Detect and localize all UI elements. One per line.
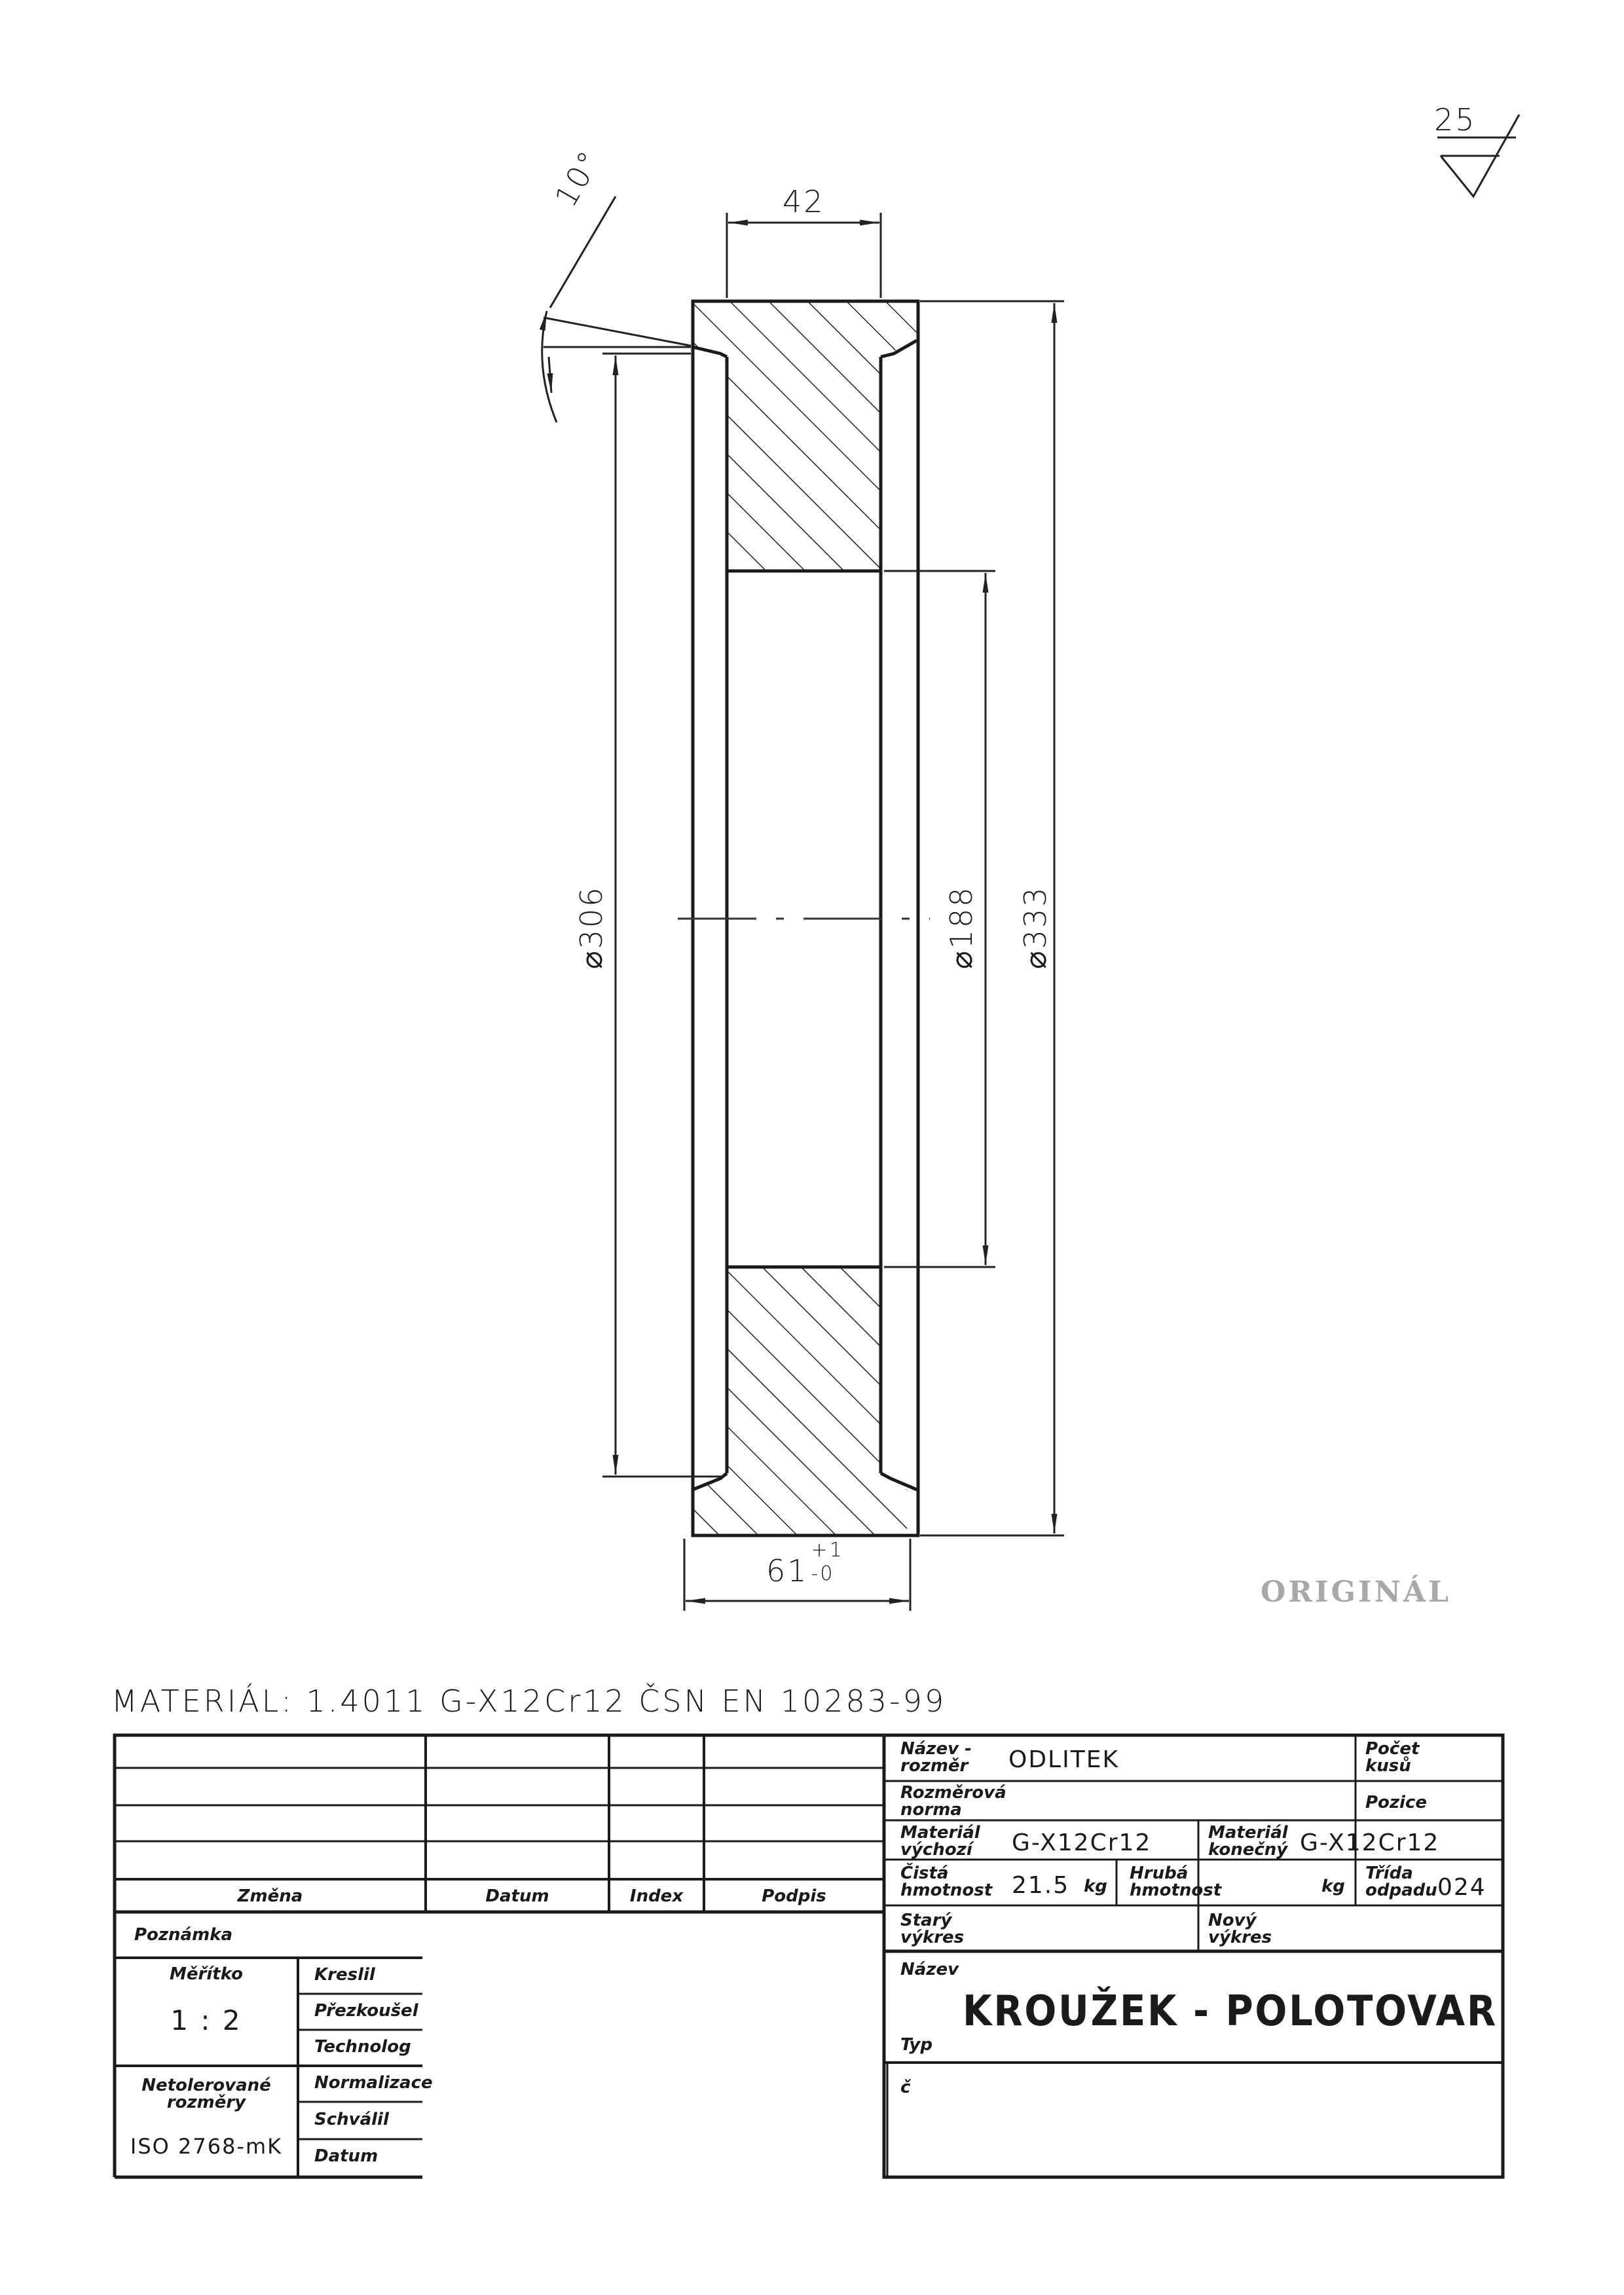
gross-weight-unit: kg — [1321, 1877, 1345, 1896]
number-label: č — [900, 2078, 911, 2097]
dim-188: ⌀188 — [944, 885, 979, 969]
net-weight-value: 21.5 — [1012, 1872, 1070, 1899]
new-drawing-label: Nový výkres — [1208, 1911, 1272, 1947]
name-size-value: ODLITEK — [1008, 1746, 1120, 1773]
untoleranced-value: ISO 2768-mK — [130, 2134, 283, 2159]
material-final-label: Materiál konečný — [1208, 1823, 1288, 1860]
dim-61-tol-lower: -0 — [811, 1562, 835, 1585]
name-label: Název — [900, 1960, 959, 1979]
drawn-by-label: Kreslil — [314, 1965, 375, 1985]
section-hatch-top-left — [694, 301, 727, 354]
signature-label: Podpis — [762, 1886, 826, 1906]
dim-42-lines — [727, 213, 881, 298]
change-label: Změna — [237, 1886, 303, 1906]
gross-weight-label: Hrubá hmotnost — [1130, 1864, 1222, 1900]
dim-306-lines — [602, 354, 724, 1477]
technologist-label: Technolog — [314, 2037, 411, 2057]
surface-finish-value: 25 — [1434, 102, 1477, 138]
material-note: MATERIÁL: 1.4011 G-X12Cr12 ČSN EN 10283-99 — [111, 1683, 947, 1719]
revision-date-label: Datum — [485, 1886, 549, 1906]
left-date-label: Datum — [314, 2146, 378, 2166]
scale-value: 1 : 2 — [170, 2004, 242, 2036]
net-weight-label: Čistá hmotnost — [900, 1864, 993, 1900]
old-drawing-label: Starý výkres — [900, 1911, 965, 1947]
material-initial-label: Materiál výchozí — [900, 1823, 980, 1860]
index-label: Index — [629, 1886, 684, 1906]
angle-dimension: 10° — [547, 143, 608, 213]
name-size-label: Název - rozměr — [900, 1739, 972, 1776]
dim-61: 61 +1 -0 — [766, 1539, 844, 1588]
note-label: Poznámka — [134, 1925, 233, 1945]
waste-class-value: 024 — [1437, 1874, 1486, 1901]
checked-by-label: Přezkoušel — [314, 2001, 418, 2021]
section-hatch-top-right — [881, 301, 917, 357]
scale-label: Měřítko — [170, 1964, 243, 1984]
waste-class-label: Třída odpadu — [1365, 1864, 1437, 1900]
part-title: KROUŽEK - POLOTOVAR — [963, 1987, 1498, 2036]
standardization-label: Normalizace — [314, 2073, 433, 2093]
type-label: Typ — [900, 2035, 932, 2055]
original-stamp: ORIGINÁL — [1261, 1575, 1451, 1609]
material-final-value: G-X12Cr12 — [1300, 1829, 1440, 1856]
dim-61-tol-upper: +1 — [811, 1539, 844, 1562]
approved-by-label: Schválil — [314, 2110, 389, 2129]
dimension-norm-label: Rozměrová norma — [900, 1783, 1006, 1820]
dim-42: 42 — [783, 184, 825, 219]
section-hatch-top — [727, 301, 881, 571]
piece-count-label: Počet kusů — [1365, 1739, 1420, 1776]
untoleranced-label: Netolerované rozměry — [141, 2076, 271, 2112]
net-weight-unit: kg — [1084, 1877, 1107, 1896]
dim-333: ⌀333 — [1018, 885, 1053, 969]
material-initial-value: G-X12Cr12 — [1012, 1829, 1152, 1856]
position-label: Pozice — [1365, 1793, 1428, 1812]
dim-306: ⌀306 — [574, 885, 609, 969]
